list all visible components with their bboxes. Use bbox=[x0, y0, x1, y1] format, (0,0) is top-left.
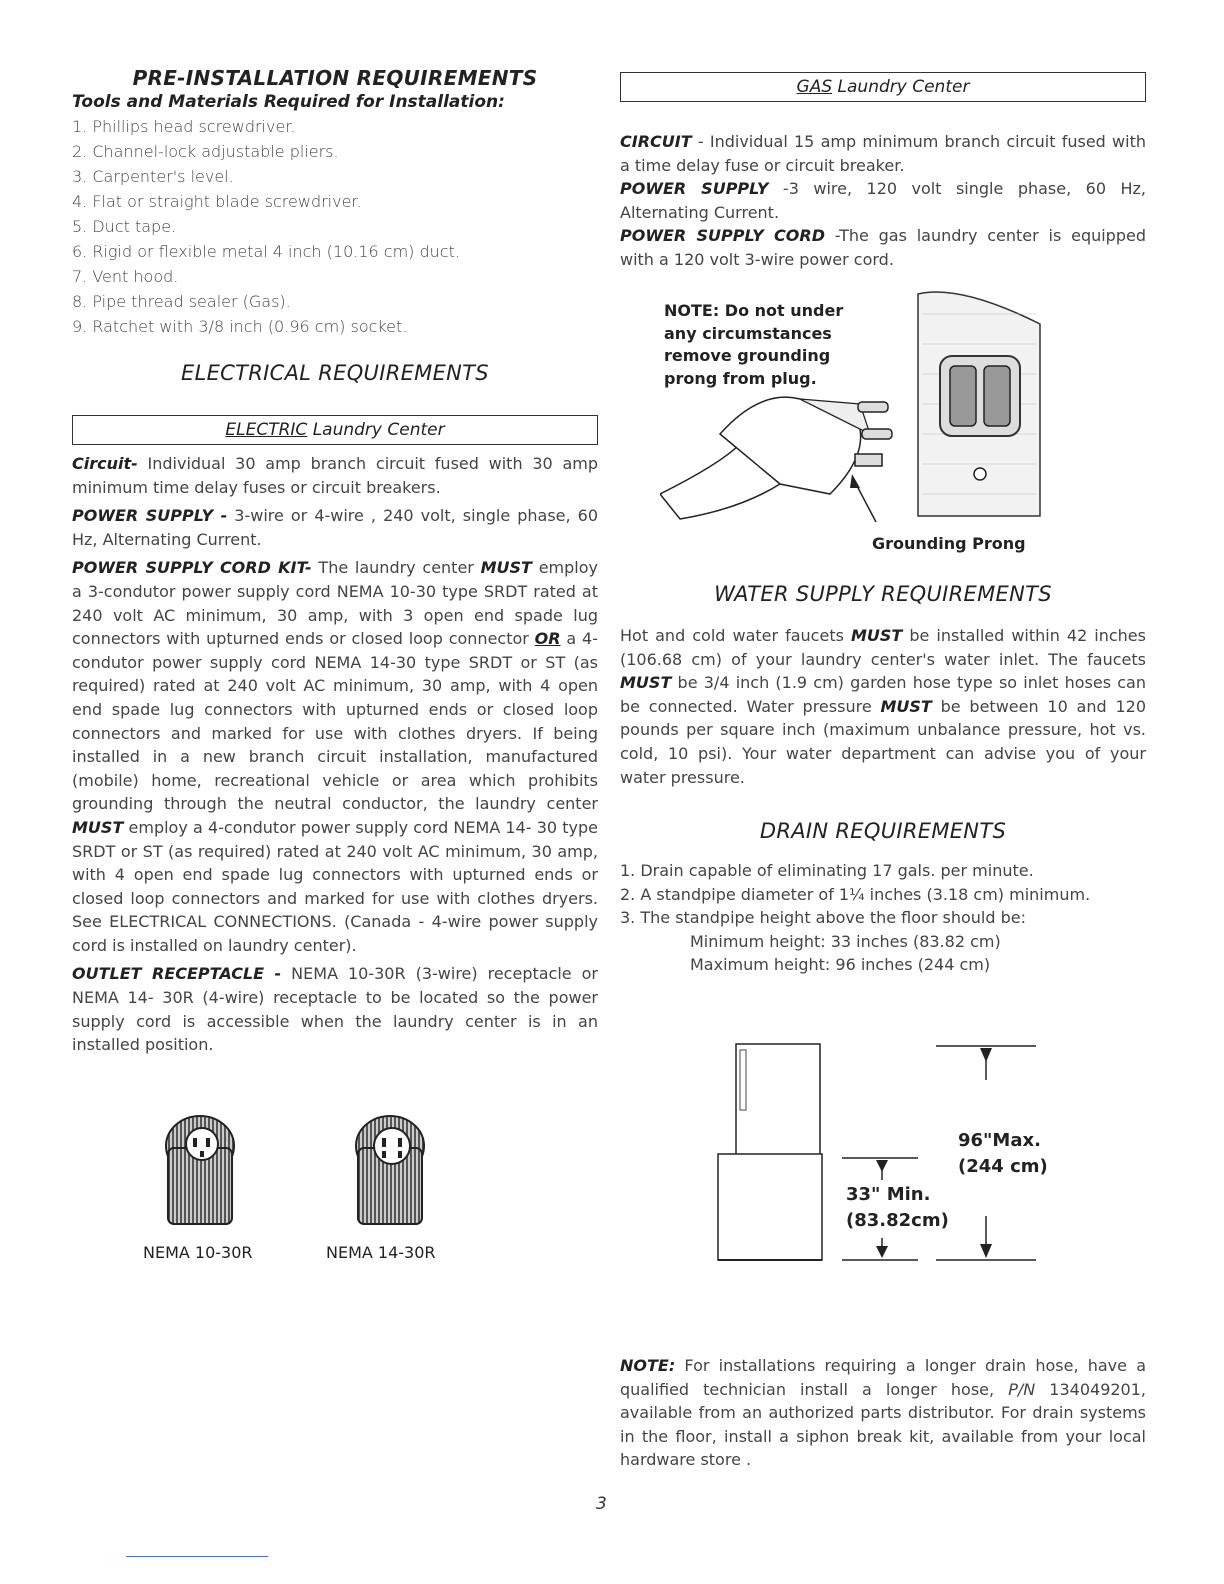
must-emphasis: MUST bbox=[880, 696, 932, 716]
must-emphasis: MUST bbox=[620, 673, 672, 693]
water-drain-section bbox=[620, 582, 1146, 977]
electric-circuit-paragraph bbox=[72, 452, 598, 499]
pre-installation-heading: PRE-INSTALLATION REQUIREMENTS bbox=[132, 66, 538, 90]
min-label-line: 33" Min. bbox=[846, 1184, 931, 1205]
list-item: 3. The standpipe height above the floor should be: bbox=[620, 908, 1026, 928]
list-item: 5. Duct tape. bbox=[72, 217, 177, 236]
outlet-receptacle-paragraph bbox=[72, 962, 598, 1056]
power-supply-label: POWER SUPPLY - bbox=[72, 506, 228, 526]
gas-power-paragraph bbox=[620, 177, 1146, 224]
min-label-line: (83.82cm) bbox=[846, 1210, 949, 1231]
list-item: 8. Pipe thread sealer (Gas). bbox=[72, 292, 291, 311]
must-emphasis: MUST bbox=[72, 817, 124, 837]
list-item: 4. Flat or straight blade screwdriver. bbox=[72, 192, 362, 211]
outlet-label: OUTLET RECEPTACLE - bbox=[72, 964, 282, 984]
box-rest-text: Laundry Center bbox=[832, 77, 970, 97]
gas-circuit-paragraph bbox=[620, 130, 1146, 177]
circuit-text: - Individual 15 amp minimum branch circuit fused with a time delay fuse or circuit breaker. bbox=[620, 132, 1146, 175]
note-line: remove grounding bbox=[664, 346, 831, 365]
power-supply-text: 3-wire or 4-wire , 240 volt, single phase, 60 Hz, Alternating Current. bbox=[72, 506, 599, 549]
cord-kit-label: POWER SUPPLY CORD KIT- bbox=[72, 558, 312, 578]
list-item: 9. Ratchet with 3/8 inch (0.96 cm) socket. bbox=[72, 317, 408, 336]
water-text: be between 10 and 120 pounds per square inch (maximum unbalance pressure, hot vs. cold, 10 psi). Your water department can advise you of your water pressure. bbox=[620, 696, 1146, 787]
cord-text: a 4-condutor power supply cord NEMA 14-30 type SRDT or ST (as required) rated at 240 volt AC minimum, 30 amp, with 4 open end spade lug connectors with upturned ends or closed loop connectors and marked for use with clothes dryers. If being installed in a new branch circuit installation, manufactured (mobile) home, recreational vehicle or area which prohibits grounding through the neutral conductor, the laundry center bbox=[72, 629, 598, 814]
note-line: any circumstances bbox=[664, 323, 832, 343]
must-emphasis: MUST bbox=[850, 626, 903, 645]
right-column bbox=[620, 66, 1146, 272]
electric-cord-paragraph bbox=[72, 556, 598, 957]
outlet-text: NEMA 10-30R (3-wire) receptacle or NEMA 14- 30R (4-wire) receptacle to be located so the power supply cord is accessible when the laundry center is in an installed position. bbox=[72, 964, 598, 1055]
must-emphasis: MUST bbox=[480, 558, 532, 578]
nema-10-30r-label: NEMA 10-30R bbox=[143, 1243, 253, 1262]
list-item: 7. Vent hood. bbox=[72, 267, 179, 286]
plug-and-outlet-illustration bbox=[660, 284, 1050, 529]
circuit-label: CIRCUIT bbox=[620, 132, 692, 151]
grounding-prong-label: Grounding Prong bbox=[872, 534, 1026, 553]
tools-subheading: Tools and Materials Required for Installation: bbox=[72, 92, 505, 112]
note-label: NOTE: bbox=[620, 1356, 676, 1375]
min-height-label bbox=[846, 1182, 949, 1234]
left-column bbox=[72, 66, 598, 1057]
drain-list bbox=[620, 859, 1146, 977]
footer-rule bbox=[126, 1556, 268, 1557]
list-item: 2. A standpipe diameter of 1¼ inches (3.18 cm) minimum. bbox=[620, 884, 1091, 904]
note-text: 134049201, available from an authorized parts distributor. For drain systems in the floor, install a siphon break kit, available from your local hardware store . bbox=[620, 1379, 1146, 1470]
note-line: prong from plug. bbox=[664, 368, 817, 388]
electrical-heading: ELECTRICAL REQUIREMENTS bbox=[181, 361, 489, 385]
gas-laundry-center-box bbox=[620, 72, 1146, 102]
electric-power-paragraph bbox=[72, 504, 598, 551]
list-item: 1. Drain capable of eliminating 17 gals. per minute. bbox=[620, 861, 1034, 881]
power-supply-label: POWER SUPPLY bbox=[620, 179, 769, 199]
list-item: 2. Channel-lock adjustable pliers. bbox=[72, 142, 339, 161]
max-label-line: (244 cm) bbox=[958, 1156, 1048, 1177]
box-underlined-word: GAS bbox=[796, 77, 833, 97]
cord-text: -The gas laundry center is equipped with a 120 volt 3-wire power cord. bbox=[620, 226, 1146, 269]
cord-label: POWER SUPPLY CORD bbox=[620, 226, 825, 246]
water-text: Hot and cold water faucets bbox=[620, 626, 851, 645]
min-height-item: Minimum height: 33 inches (83.82 cm) bbox=[690, 931, 1001, 951]
power-supply-text: -3 wire, 120 volt single phase, 60 Hz, Alternating Current. bbox=[620, 179, 1147, 222]
or-emphasis: OR bbox=[534, 629, 561, 649]
max-height-label bbox=[958, 1128, 1048, 1180]
circuit-text: Individual 30 amp branch circuit fused with 30 amp minimum time delay fuses or circuit breakers. bbox=[72, 454, 598, 497]
circuit-label: Circuit- bbox=[72, 454, 138, 473]
nema-10-30r-illustration bbox=[160, 1108, 240, 1228]
water-heading: WATER SUPPLY REQUIREMENTS bbox=[714, 582, 1052, 606]
list-item: 1. Phillips head screwdriver. bbox=[72, 117, 296, 136]
electric-laundry-center-box bbox=[72, 415, 598, 445]
note-line: NOTE: Do not under bbox=[664, 301, 844, 320]
water-paragraph bbox=[620, 624, 1146, 789]
water-text: be installed within 42 inches (106.68 cm) of your laundry center's water inlet. The faucets bbox=[620, 626, 1146, 669]
max-height-item: Maximum height: 96 inches (244 cm) bbox=[690, 955, 991, 975]
drain-heading: DRAIN REQUIREMENTS bbox=[759, 819, 1007, 844]
list-item: 3. Carpenter's level. bbox=[72, 167, 234, 186]
cord-text: employ a 4-condutor power supply cord NEMA 14- 30 type SRDT or ST (as required) rated at 240 volt AC minimum, 30 amp, with 4 open end spade lug connectors with upturned ends or closed loop connectors and marked for use with clothes dryers. See ELECTRICAL CONNECTIONS. (Canada - 4-wire power supply cord is installed on laundry center). bbox=[72, 817, 598, 955]
note-text: For installations requiring a longer drain hose, have a qualified technician install a longer hose, bbox=[620, 1356, 1146, 1399]
nema-14-30r-label: NEMA 14-30R bbox=[326, 1243, 436, 1262]
gas-cord-paragraph bbox=[620, 224, 1146, 271]
list-item: 6. Rigid or flexible metal 4 inch (10.16 cm) duct. bbox=[72, 242, 460, 261]
box-underlined-word: ELECTRIC bbox=[225, 420, 308, 440]
part-number-label: P/N bbox=[1008, 1379, 1036, 1399]
page-number: 3 bbox=[596, 1494, 607, 1514]
tools-list bbox=[72, 114, 598, 339]
drain-hose-note bbox=[620, 1354, 1146, 1472]
max-label-line: 96"Max. bbox=[958, 1130, 1041, 1151]
water-text: be 3/4 inch (1.9 cm) garden hose type so inlet hoses can be connected. Water pressure bbox=[620, 673, 1146, 716]
cord-text: The laundry center bbox=[311, 558, 481, 578]
cord-text: employ a 3-condutor power supply cord NEMA 10-30 type SRDT rated at 240 volt AC minimum, 30 amp, with 3 open end spade lug connectors with upturned ends or closed loop connector bbox=[72, 558, 598, 649]
box-rest-text: Laundry Center bbox=[307, 420, 445, 440]
nema-14-30r-illustration bbox=[350, 1108, 430, 1228]
